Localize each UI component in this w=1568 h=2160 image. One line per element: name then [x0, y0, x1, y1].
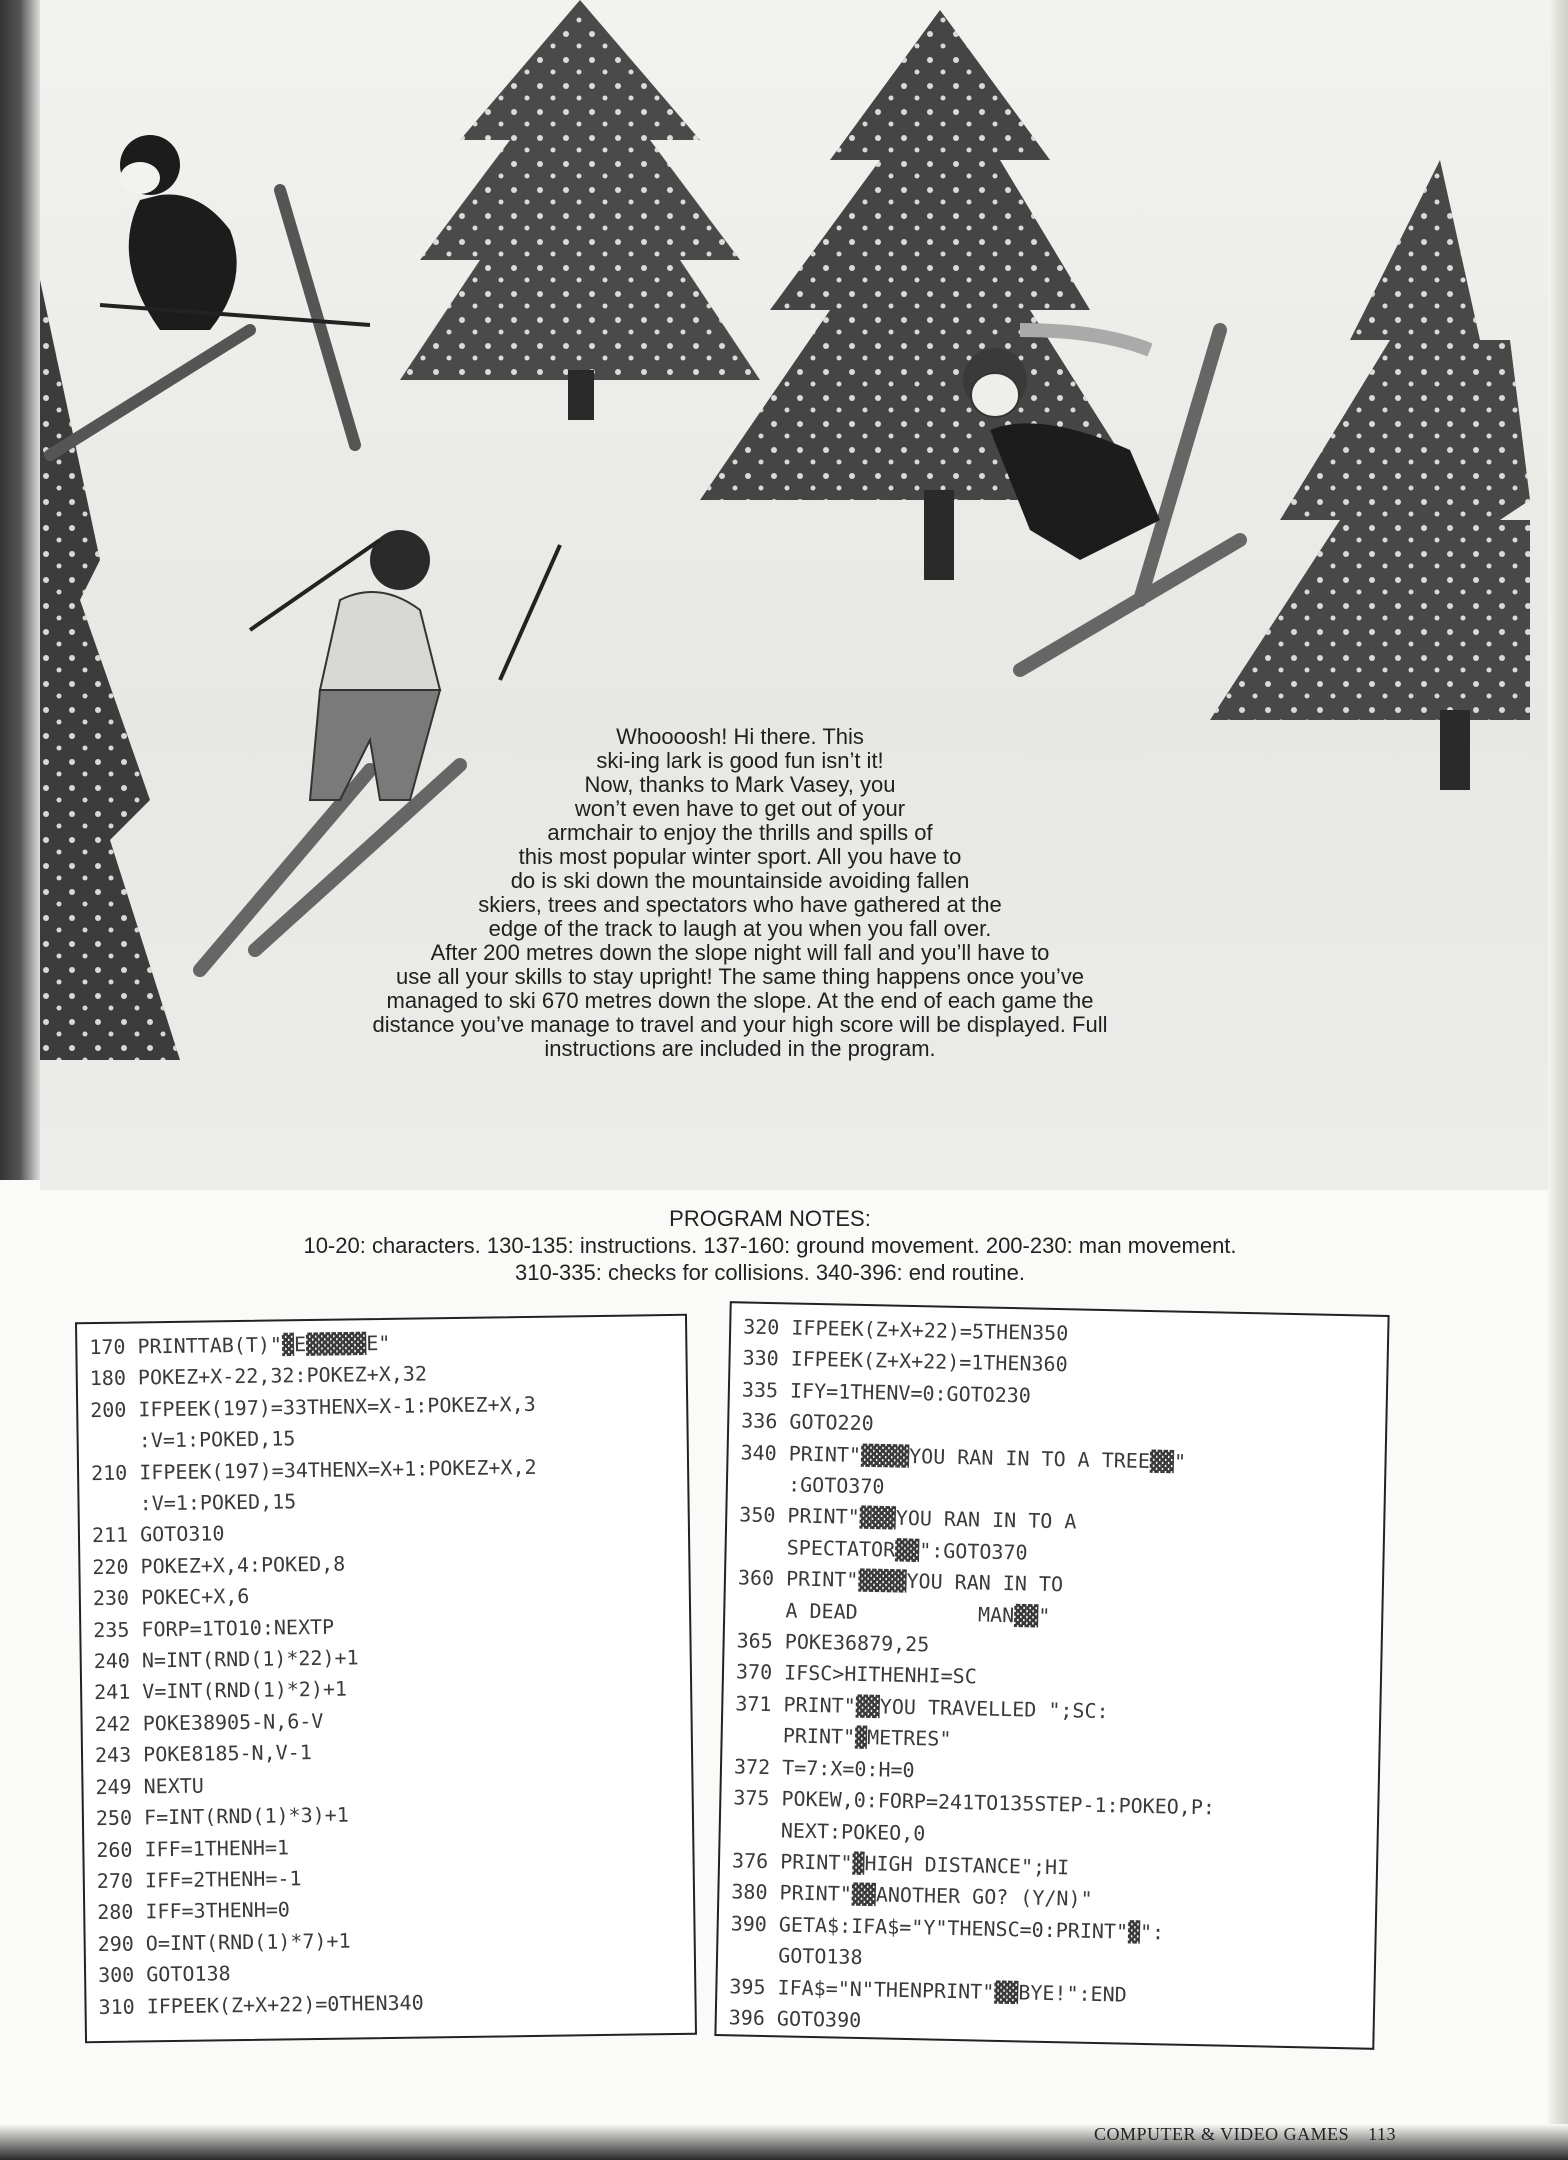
tree-1 — [400, 0, 760, 420]
page-footer — [1080, 2124, 1396, 2145]
code-line: 211 GOTO310 — [91, 1521, 225, 1548]
code-line: 335 IFY=1THENV=0:GOTO230 — [741, 1377, 1032, 1408]
intro-line: ski-ing lark is good fun isn’t it! — [596, 748, 884, 773]
code-line: 170 PRINTTAB(T)"▓E▓▓▓▓▓E" — [89, 1330, 391, 1360]
program-notes-line: 10-20: characters. 130-135: instructions. 137-160: ground movement. 200-230: man movement. — [303, 1233, 1237, 1258]
code-line: PRINT"▓METRES" — [734, 1722, 952, 1752]
code-line: 396 GOTO390 — [728, 2005, 862, 2033]
code-line: 310 IFPEEK(Z+X+22)=0THEN340 — [98, 1990, 424, 2019]
code-line: :V=1:POKED,15 — [91, 1489, 297, 1517]
code-line: 395 IFA$="N"THENPRINT"▓▓BYE!":END — [729, 1973, 1127, 2007]
code-line: 270 IFF=2THENH=-1 — [96, 1866, 302, 1893]
code-line: :V=1:POKED,15 — [90, 1426, 296, 1454]
code-listing-right — [714, 1301, 1389, 2050]
code-line: 250 F=INT(RND(1)*3)+1 — [95, 1802, 349, 1831]
code-line: 200 IFPEEK(197)=33THENX=X-1:POKEZ+X,3 — [90, 1391, 536, 1422]
code-line: 242 POKE38905-N,6-V — [94, 1708, 324, 1736]
code-line: 371 PRINT"▓▓YOU TRAVELLED ";SC: — [735, 1691, 1109, 1724]
code-line: 243 POKE8185-N,V-1 — [94, 1740, 312, 1768]
magazine-name: COMPUTER & VIDEO GAMES — [1093, 2124, 1350, 2144]
code-line: NEXT:POKEO,0 — [732, 1816, 926, 1845]
code-line: 249 NEXTU — [95, 1773, 205, 1799]
page-number: 113 — [1368, 2124, 1396, 2144]
code-line: 260 IFF=1THENH=1 — [96, 1834, 290, 1862]
intro-line: edge of the track to laugh at you when you fall over. — [488, 916, 992, 941]
page-gutter-shadow — [0, 0, 40, 1180]
code-line: 180 POKEZ+X-22,32:POKEZ+X,32 — [89, 1361, 428, 1391]
intro-line: distance you’ve manage to travel and your high score will be displayed. Full — [372, 1012, 1108, 1037]
intro-line: skiers, trees and spectators who have gathered at the — [478, 892, 1002, 917]
code-line: 235 FORP=1TO10:NEXTP — [93, 1614, 335, 1642]
code-line: 210 IFPEEK(197)=34THENX=X+1:POKEZ+X,2 — [90, 1454, 537, 1485]
code-line: 300 GOTO138 — [97, 1961, 231, 1988]
code-line: 241 V=INT(RND(1)*2)+1 — [94, 1677, 348, 1705]
code-line: 290 O=INT(RND(1)*7)+1 — [97, 1928, 351, 1956]
code-line: 365 POKE36879,25 — [736, 1628, 930, 1657]
code-line: 372 T=7:X=0:H=0 — [733, 1754, 915, 1782]
code-line: 336 GOTO220 — [741, 1408, 874, 1436]
code-line: 330 IFPEEK(Z+X+22)=1THEN360 — [742, 1345, 1068, 1377]
intro-line: Whoooosh! Hi there. This — [616, 724, 864, 749]
program-notes-heading: PROGRAM NOTES: — [669, 1206, 871, 1231]
skier-1 — [50, 135, 370, 455]
code-line: 240 N=INT(RND(1)*22)+1 — [93, 1645, 359, 1674]
code-line: 350 PRINT"▓▓▓YOU RAN IN TO A — [739, 1502, 1077, 1534]
intro-line: armchair to enjoy the thrills and spills of — [547, 820, 933, 845]
code-line: 280 IFF=3THENH=0 — [97, 1897, 291, 1925]
intro-text — [250, 725, 1230, 1061]
code-listing-left — [75, 1314, 697, 2043]
code-line: 360 PRINT"▓▓▓▓YOU RAN IN TO — [737, 1565, 1064, 1597]
intro-line: instructions are included in the program. — [544, 1036, 936, 1061]
intro-line: won’t even have to get out of your — [574, 796, 906, 821]
code-line: 230 POKEC+X,6 — [92, 1584, 250, 1611]
code-line: 340 PRINT"▓▓▓▓YOU RAN IN TO A TREE▓▓" — [740, 1440, 1187, 1474]
intro-line: managed to ski 670 metres down the slope. At the end of each game the — [386, 988, 1094, 1013]
intro-line: Now, thanks to Mark Vasey, you — [584, 772, 896, 797]
code-line: :GOTO370 — [739, 1471, 885, 1499]
code-line: 376 PRINT"▓HIGH DISTANCE";HI — [731, 1848, 1070, 1880]
code-line: GOTO138 — [729, 1942, 863, 1970]
page-edge-shadow — [1548, 0, 1568, 2160]
code-line: SPECTATOR▓▓":GOTO370 — [738, 1534, 1028, 1565]
code-line: 370 IFSC>HITHENHI=SC — [735, 1659, 978, 1689]
code-line: 380 PRINT"▓▓ANOTHER GO? (Y/N)" — [731, 1879, 1093, 1912]
program-notes-line: 310-335: checks for collisions. 340-396: end routine. — [515, 1260, 1025, 1285]
code-line: A DEAD MAN▓▓" — [737, 1597, 1051, 1628]
intro-line: this most popular winter sport. All you have to — [518, 844, 962, 869]
intro-line: do is ski down the mountainside avoiding fallen — [510, 868, 970, 893]
tree-left-edge — [40, 280, 180, 1060]
tree-3 — [1210, 160, 1530, 790]
intro-line: After 200 metres down the slope night will fall and you’ll have to — [430, 940, 1050, 965]
intro-line: use all your skills to stay upright! The same thing happens once you’ve — [395, 964, 1085, 989]
program-notes — [120, 1205, 1420, 1286]
code-line: 375 POKEW,0:FORP=241TO135STEP-1:POKEO,P: — [733, 1785, 1216, 1820]
code-line: 320 IFPEEK(Z+X+22)=5THEN350 — [742, 1314, 1069, 1346]
code-line: 220 POKEZ+X,4:POKED,8 — [92, 1551, 346, 1579]
code-line: 390 GETA$:IFA$="Y"THENSC=0:PRINT"▓": — [730, 1911, 1165, 1945]
